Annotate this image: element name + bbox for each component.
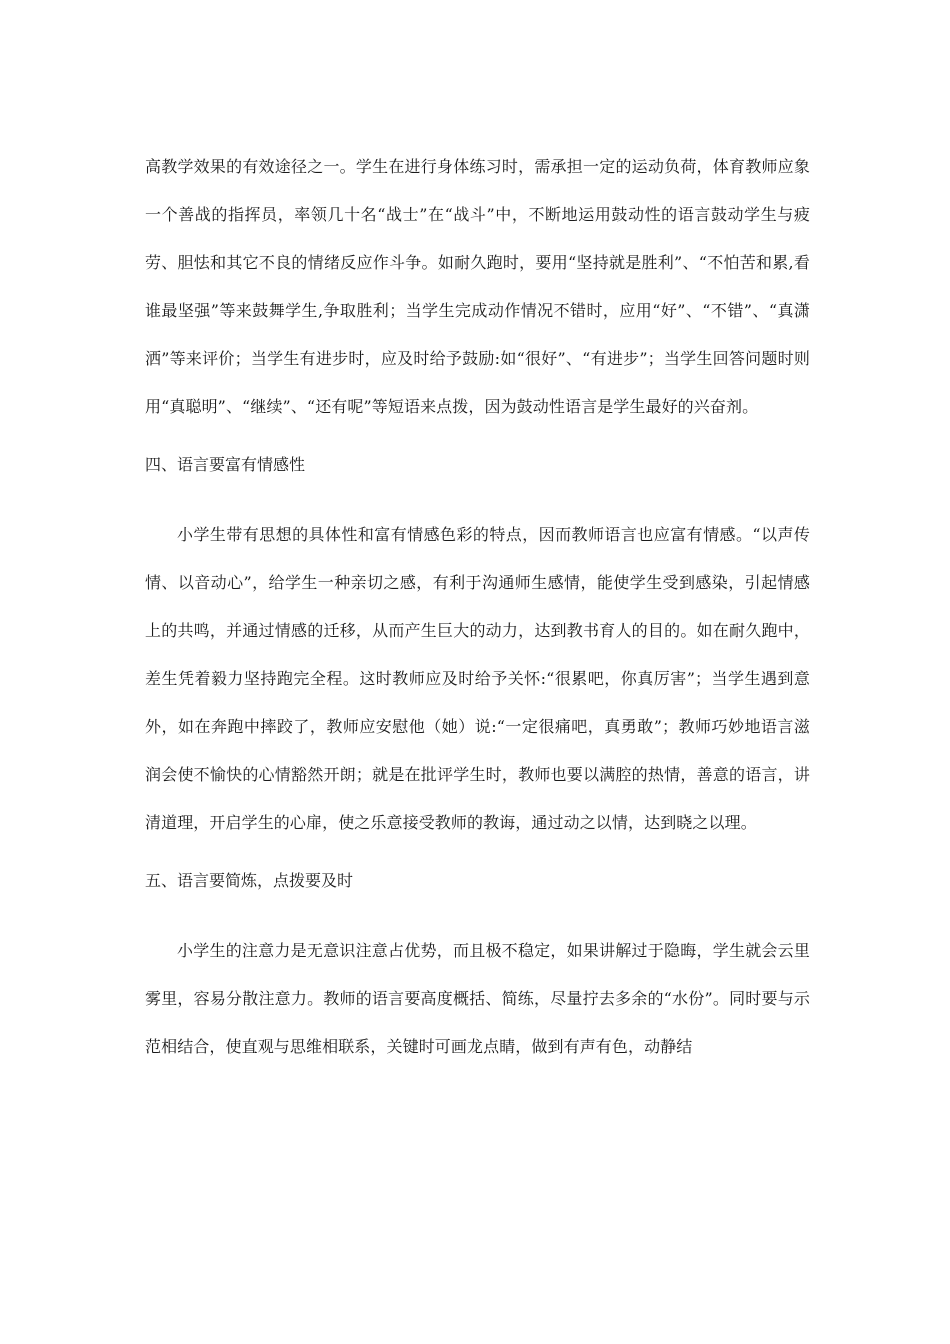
- section-heading-5: 五、语言要简炼，点拨要及时: [145, 871, 354, 890]
- body-paragraph-3: 小学生的注意力是无意识注意占优势，而且极不稳定，如果讲解过于隐晦，学生就会云里雾里，容易分散注意力。教师的语言要高度概括、简练，尽量拧去多余的“水份”。同时要与示范相结合，使直观与思维相联系，关键时可画龙点睛，做到有声有色，动静结: [145, 941, 810, 1056]
- body-paragraph-1: 高教学效果的有效途径之一。学生在进行身体练习时，需承担一定的运动负荷，体育教师应象一个善战的指挥员，率领几十名“战士”在“战斗”中，不断地运用鼓动性的语言鼓动学生与疲劳、胆怯和其它不良的情绪反应作斗争。如耐久跑时，要用“坚持就是胜利”、“不怕苦和累,看谁最坚强”等来鼓舞学生,争取胜利；当学生完成动作情况不错时，应用“好”、“不错”、“真潇洒”等来评价；当学生有进步时，应及时给予鼓励:如“很好”、“有进步”；当学生回答问题时则用“真聪明”、“继续”、“还有呢”等短语来点拨，因为鼓动性语言是学生最好的兴奋剂。: [145, 157, 810, 416]
- body-paragraph-2: 小学生带有思想的具体性和富有情感色彩的特点，因而教师语言也应富有情感。“以声传情、以音动心”，给学生一种亲切之感，有利于沟通师生感情，能使学生受到感染，引起情感上的共鸣，并通过情感的迁移，从而产生巨大的动力，达到教书育人的目的。如在耐久跑中，差生凭着毅力坚持跑完全程。这时教师应及时给予关怀:“很累吧，你真厉害”；当学生遇到意外，如在奔跑中摔跤了，教师应安慰他（她）说:“一定很痛吧，真勇敢”；教师巧妙地语言滋润会使不愉快的心情豁然开朗；就是在批评学生时，教师也要以满腔的热情，善意的语言，讲清道理，开启学生的心扉，使之乐意接受教师的教诲，通过动之以情，达到晓之以理。: [145, 525, 810, 832]
- section-heading-4: 四、语言要富有情感性: [145, 455, 306, 474]
- document-body: [145, 143, 810, 1071]
